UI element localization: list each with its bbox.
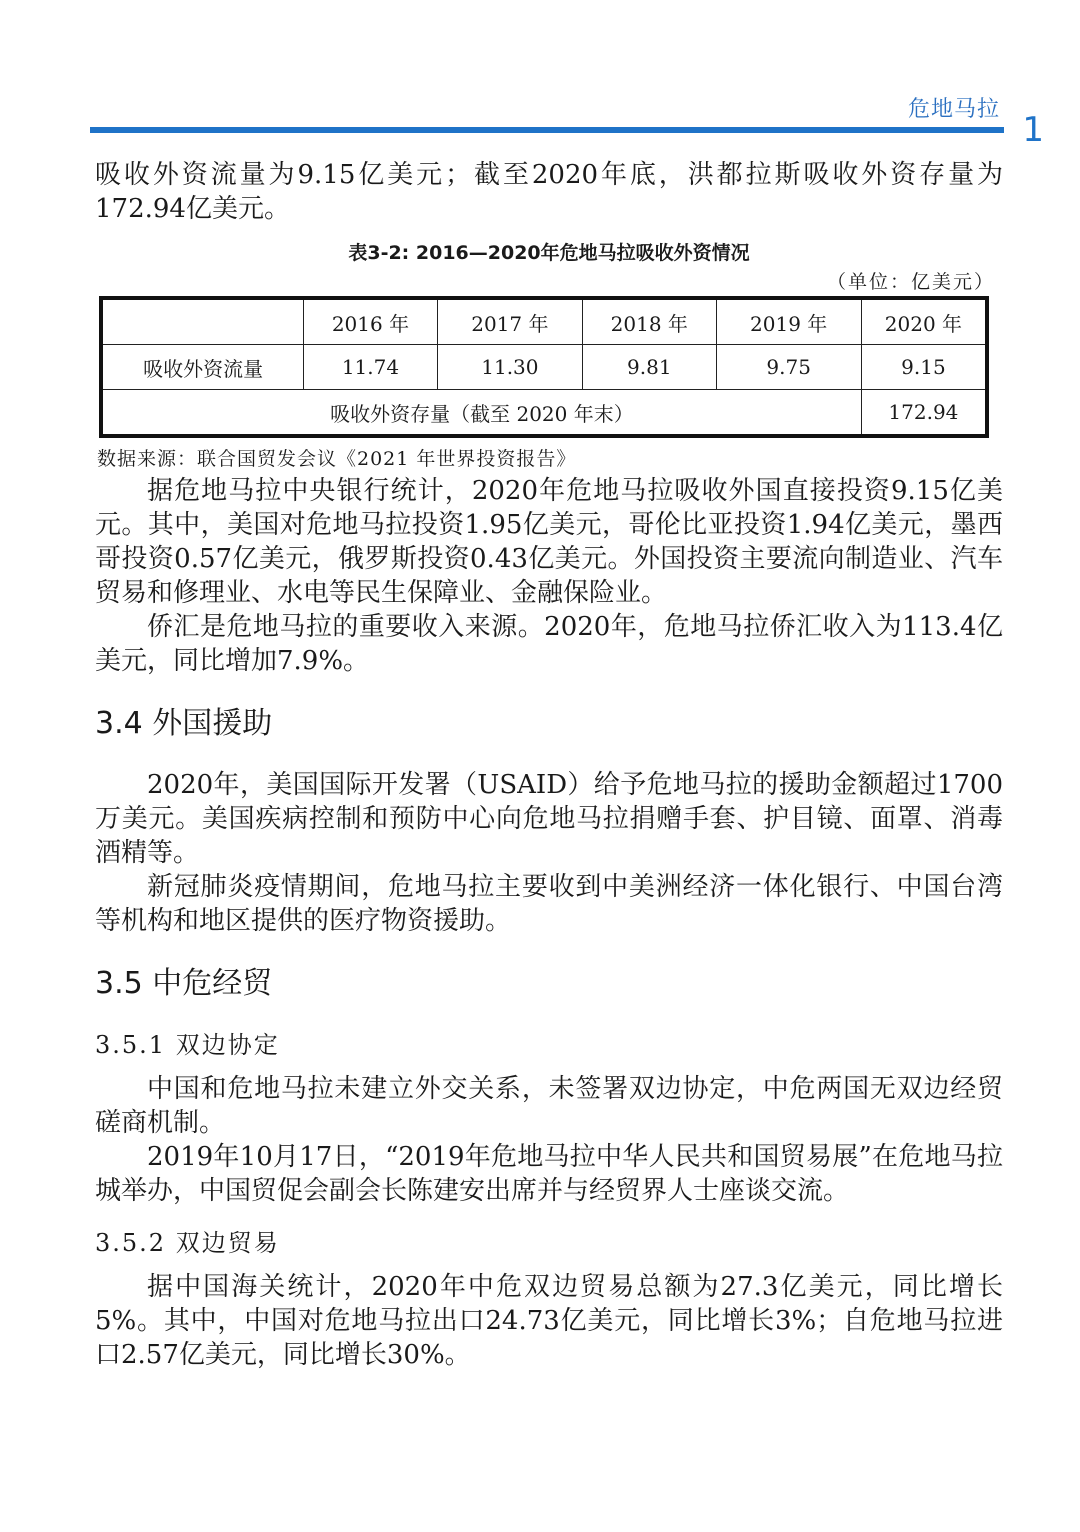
table-row-label: 吸收外资存量（截至 2020 年末） [101, 390, 861, 437]
page-number: 1 [1022, 110, 1044, 150]
table-cell: 172.94 [861, 390, 987, 437]
table-col-header: 2020 年 [861, 298, 987, 345]
paragraph: 据危地马拉中央银行统计，2020年危地马拉吸收外国直接投资9.15亿美元。其中，美国对危地马拉投资1.95亿美元，哥伦比亚投资1.94亿美元，墨西哥投资0.57亿美元，俄罗斯投资0.43亿美元。外国投资主要流向制造业、汽车贸易和修理业、水电等民生保障业、金融保险业。 [95, 476, 1003, 608]
table-unit-note: （单位：亿美元） [826, 271, 995, 293]
table-caption: 表3-2: 2016—2020年危地马拉吸收外资情况 [348, 242, 750, 264]
table-row-stock [101, 390, 987, 437]
table-cell: 9.15 [861, 345, 987, 390]
table-col-header: 2016 年 [304, 298, 437, 345]
intro-paragraph: 吸收外资流量为9.15亿美元；截至2020年底，洪都拉斯吸收外资存量为172.94亿美元。 [95, 160, 1003, 224]
paragraph: 侨汇是危地马拉的重要收入来源。2020年，危地马拉侨汇收入为113.4亿美元，同比增加7.9%。 [95, 612, 1003, 676]
table-cell: 11.74 [304, 345, 437, 390]
header-rule [90, 127, 1004, 133]
section-heading-3-4: 3.4 外国援助 [95, 706, 273, 741]
table-row-label: 吸收外资流量 [101, 345, 304, 390]
paragraph: 2019年10月17日，“2019年危地马拉中华人民共和国贸易展”在危地马拉城举办，中国贸促会副会长陈建安出席并与经贸界人士座谈交流。 [95, 1142, 1003, 1206]
running-title: 危地马拉 [907, 97, 1000, 122]
subsection-heading-3-5-1: 3.5.1 双边协定 [95, 1031, 280, 1059]
table-corner-cell [101, 298, 304, 345]
table-col-header: 2017 年 [437, 298, 582, 345]
paragraph: 新冠肺炎疫情期间，危地马拉主要收到中美洲经济一体化银行、中国台湾等机构和地区提供的医疗物资援助。 [95, 872, 1003, 936]
section-heading-3-5: 3.5 中危经贸 [95, 966, 273, 1001]
page-content [95, 158, 1003, 1372]
table-cell: 9.75 [716, 345, 861, 390]
table-col-header: 2018 年 [583, 298, 716, 345]
paragraph: 中国和危地马拉未建立外交关系，未签署双边协定，中危两国无双边经贸磋商机制。 [95, 1074, 1003, 1138]
table-cell: 11.30 [437, 345, 582, 390]
fdi-table [99, 296, 989, 438]
table-header-row [101, 298, 987, 345]
paragraph: 2020年，美国国际开发署（USAID）给予危地马拉的援助金额超过1700万美元。美国疾病控制和预防中心向危地马拉捐赠手套、护目镜、面罩、消毒酒精等。 [95, 770, 1003, 868]
table-row-flow [101, 345, 987, 390]
table-cell: 9.81 [583, 345, 716, 390]
table-col-header: 2019 年 [716, 298, 861, 345]
table-source: 数据来源：联合国贸发会议《2021 年世界投资报告》 [97, 448, 577, 470]
paragraph: 据中国海关统计，2020年中危双边贸易总额为27.3亿美元，同比增长5%。其中，中国对危地马拉出口24.73亿美元，同比增长3%；自危地马拉进口2.57亿美元，同比增长30%。 [95, 1272, 1003, 1370]
subsection-heading-3-5-2: 3.5.2 双边贸易 [95, 1229, 280, 1257]
